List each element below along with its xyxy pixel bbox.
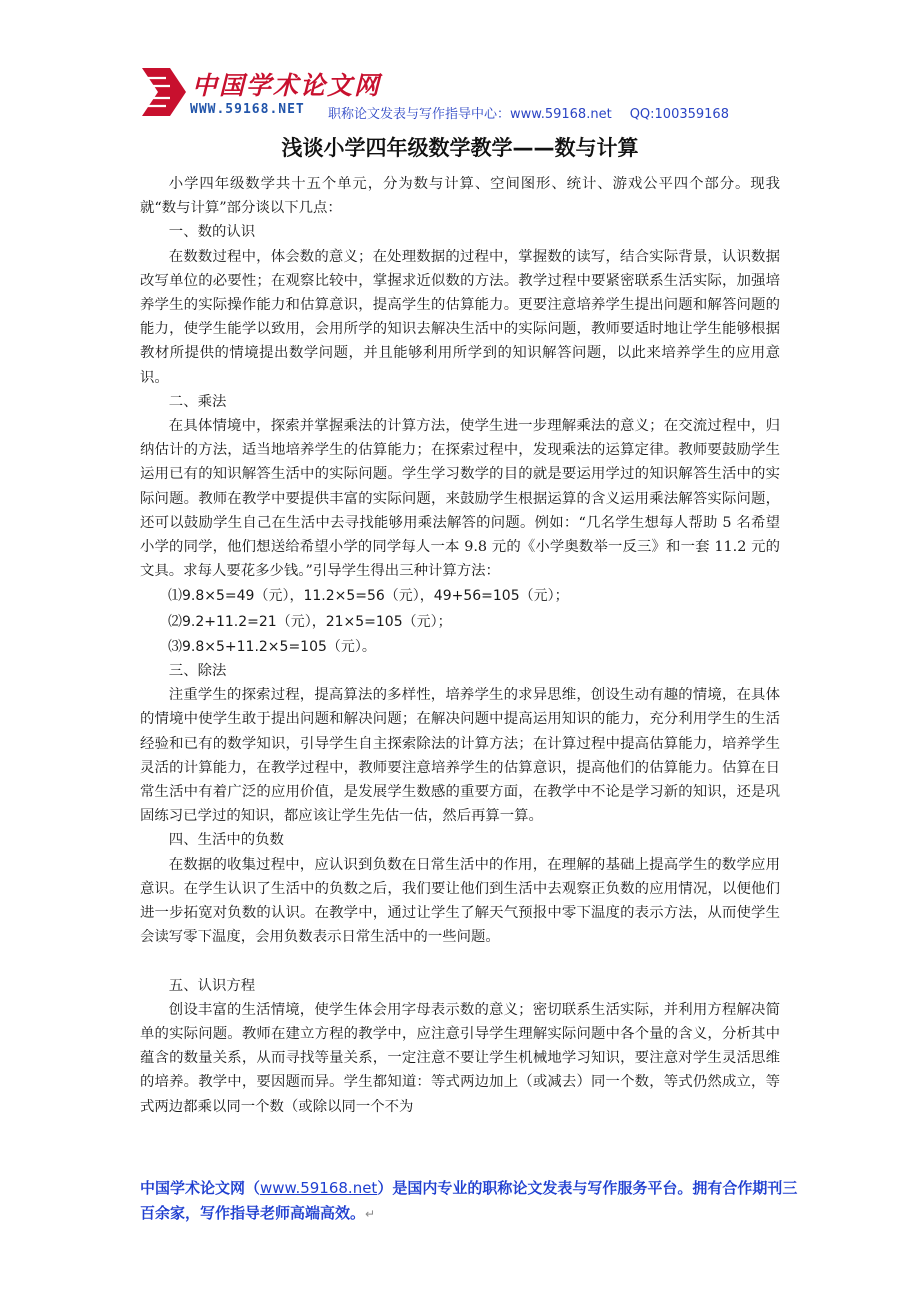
footer-text-before: 中国学术论文网（: [140, 1179, 261, 1197]
paragraph: 在数据的收集过程中，应认识到负数在日常生活中的作用，在理解的基础上提高学生的数学应用意识。在学生认识了生活中的负数之后，我们要让他们到生活中去观察正负数的应用情况，以便他们进一步拓宽对负数的认识。在教学中，通过让学生了解天气预报中零下温度的表示方法，从而使学生会读写零下温度，会用负数表示日常生活中的一些问题。: [140, 856, 780, 946]
footer-text-after: ）是国内专业的职称论文发表与写作服务平台。拥有合作期刊三百余家，写作指导老师高端高效。: [140, 1179, 798, 1222]
article-body: [140, 172, 780, 1119]
paragraph-mark-icon: ↵: [365, 1207, 376, 1221]
header-center-label: 职称论文发表与写作指导中心：: [328, 107, 511, 122]
paragraph: 三、除法: [168, 663, 227, 680]
paragraph: 一、数的认识: [168, 224, 256, 241]
footer-link[interactable]: www.59168.net: [260, 1179, 378, 1197]
calc-line: ⑵9.2+11.2=21（元），21×5=105（元）；: [168, 613, 452, 630]
site-header: [140, 62, 780, 124]
paragraph: 创设丰富的生活情境，使学生体会用字母表示数的意义；密切联系生活实际，并利用方程解决简单的实际问题。教师在建立方程的教学中，应注意引导学生理解实际问题中各个量的含义，分析其中蕴含的数量关系，从而寻找等量关系，一定注意不要让学生机械地学习知识，要注意对学生灵活思维的培养。教学中，要因题而异。学生都知道：等式两边加上（或减去）同一个数，等式仍然成立，等式两边都乘以同一个数（或除以同一个不为: [140, 1001, 780, 1115]
paragraph: 小学四年级数学共十五个单元，分为数与计算、空间图形、统计、游戏公平四个部分。现我就“数与计算”部分谈以下几点：: [140, 176, 780, 217]
calc-line: ⑶9.8×5+11.2×5=105（元）。: [168, 638, 376, 655]
header-center-link[interactable]: www.59168.net: [510, 107, 612, 122]
article-title: 浅谈小学四年级数学教学——数与计算: [281, 136, 639, 160]
section-heading: 五、认识方程: [168, 977, 256, 994]
header-info: [328, 103, 729, 122]
paragraph: 二、乘法: [168, 393, 227, 410]
paragraph: 四、生活中的负数: [168, 832, 284, 849]
calc-line: ⑴9.8×5=49（元），11.2×5=56（元），49+56=105（元）；: [168, 588, 569, 605]
logo-url[interactable]: WWW.59168.NET: [190, 102, 305, 117]
paragraph: 在数数过程中，体会数的意义；在处理数据的过程中，掌握数的读写，结合实际背景，认识数据改写单位的必要性；在观察比较中，掌握求近似数的方法。教学过程中要紧密联系生活实际，加强培养学生的实际操作能力和估算意识，提高学生的估算能力。更要注意培养学生提出问题和解答问题的能力，使学生能学以致用，会用所学的知识去解决生活中的实际问题，教师要适时地让学生能够根据教材所提供的情境提出数学问题，并且能够利用所学到的知识解答问题，以此来培养学生的应用意识。: [140, 248, 780, 386]
site-logo-icon: [140, 64, 188, 120]
paragraph: 在具体情境中，探索并掌握乘法的计算方法，使学生进一步理解乘法的意义；在交流过程中，归纳估计的方法，适当地培养学生的估算能力；在探索过程中，发现乘法的运算定律。教师要鼓励学生运用已有的知识解答生活中的实际问题。学生学习数学的目的就是要运用学过的知识解答生活中的实际问题。教师在教学中要提供丰富的实际问题，来鼓励学生根据运算的含义运用乘法解答实际问题，还可以鼓励学生自己在生活中去寻找能够用乘法解答的问题。例如：“几名学生想每人帮助 5 名希望小学的同学，他们想送给希望小学的同学每人一本 9.8 元的《小学奥数举一反三》和一套 11.2 元的文具。求每人要花多少钱。”引导学生得出三种计算方法：: [140, 418, 780, 580]
footer-promo: [140, 1176, 800, 1227]
logo-text: 中国学术论文网: [192, 71, 382, 100]
paragraph: 注重学生的探索过程，提高算法的多样性，培养学生的求异思维，创设生动有趣的情境，在具体的情境中使学生敢于提出问题和解决问题；在解决问题中提高运用知识的能力，充分利用学生的生活经验和已有的数学知识，引导学生自主探索除法的计算方法；在计算过程中提高估算能力，培养学生灵活的计算能力，在教学过程中，教师要注意培养学生的估算意识，提高他们的估算能力。估算在日常生活中有着广泛的应用价值，是发展学生数感的重要方面，在教学中不论是学习新的知识，还是巩固练习已学过的知识，都应该让学生先估一估，然后再算一算。: [140, 687, 780, 825]
header-qq: QQ:100359168: [629, 107, 729, 122]
